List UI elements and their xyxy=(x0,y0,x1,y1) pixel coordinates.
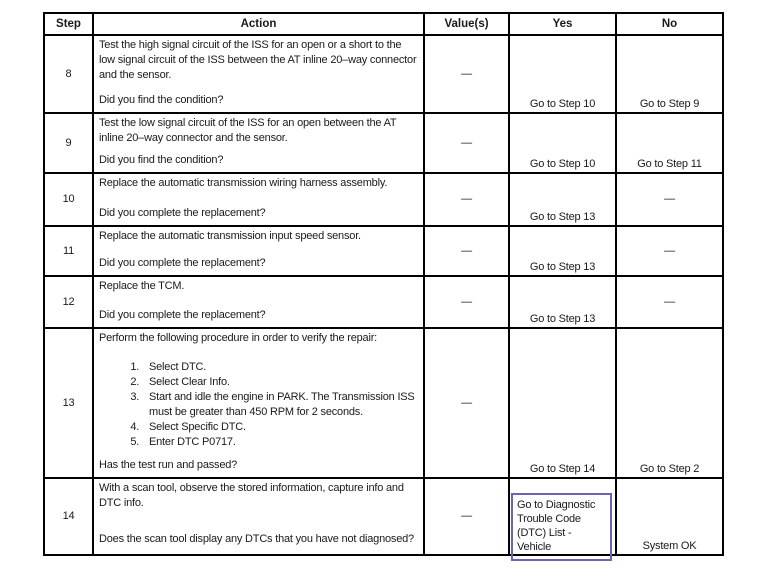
no-cell: Go to Step 9 xyxy=(616,35,723,113)
step-cell: 14 xyxy=(44,478,93,555)
procedure-item: 1. Select DTC. xyxy=(142,360,423,375)
step-cell: 8 xyxy=(44,35,93,113)
procedure-list xyxy=(94,360,423,450)
header-no: No xyxy=(616,13,723,35)
value-cell: — xyxy=(424,328,509,478)
header-yes: Yes xyxy=(509,13,616,35)
value-cell: — xyxy=(424,173,509,226)
yes-cell: Go to Step 10 xyxy=(509,35,616,113)
step-cell: 11 xyxy=(44,226,93,276)
action-question: Has the test run and passed? xyxy=(99,459,238,471)
value-cell: — xyxy=(424,478,509,555)
action-statement: With a scan tool, observe the stored information, capture info and DTC info. xyxy=(99,482,404,509)
yes-cell: Go to Step 14 xyxy=(509,328,616,478)
no-cell: Go to Step 2 xyxy=(616,328,723,478)
value-cell: — xyxy=(424,226,509,276)
table-row xyxy=(44,113,723,173)
action-cell xyxy=(93,226,424,276)
action-question: Did you complete the replacement? xyxy=(99,257,266,269)
yes-cell: Go to Step 13 xyxy=(509,226,616,276)
header-row xyxy=(44,13,723,35)
action-statement: Test the high signal circuit of the ISS for an open or a short to the low signal circuit of the ISS between the AT inline 20–way connector and the sensor. xyxy=(99,39,417,81)
action-statement: Replace the automatic transmission input speed sensor. xyxy=(99,230,361,242)
table-row xyxy=(44,173,723,226)
action-question: Did you complete the replacement? xyxy=(99,207,266,219)
yes-cell xyxy=(509,478,616,555)
step-cell: 13 xyxy=(44,328,93,478)
action-statement: Perform the following procedure in order to verify the repair: xyxy=(99,332,378,344)
header-step: Step xyxy=(44,13,93,35)
action-statement: Test the low signal circuit of the ISS for an open between the AT inline 20–way connector and the sensor. xyxy=(99,117,397,144)
procedure-item: 3. Start and idle the engine in PARK. The Transmission ISS must be greater than 450 RPM for 2 seconds. xyxy=(142,390,423,420)
action-question: Did you complete the replacement? xyxy=(99,309,266,321)
action-cell xyxy=(93,478,424,555)
action-statement: Replace the TCM. xyxy=(99,280,185,292)
diagnostic-table xyxy=(43,12,724,556)
value-cell: — xyxy=(424,35,509,113)
no-cell: System OK xyxy=(616,478,723,555)
header-values: Value(s) xyxy=(424,13,509,35)
yes-cell: Go to Step 13 xyxy=(509,276,616,328)
action-cell xyxy=(93,328,424,478)
action-cell xyxy=(93,173,424,226)
table-row xyxy=(44,276,723,328)
no-cell: Go to Step 11 xyxy=(616,113,723,173)
action-cell xyxy=(93,35,424,113)
no-cell: — xyxy=(616,276,723,328)
step-cell: 9 xyxy=(44,113,93,173)
action-question: Did you find the condition? xyxy=(99,154,224,166)
action-question: Does the scan tool display any DTCs that you have not diagnosed? xyxy=(99,533,414,545)
yes-cell: Go to Step 13 xyxy=(509,173,616,226)
action-question: Did you find the condition? xyxy=(99,94,224,106)
action-cell xyxy=(93,276,424,328)
step-cell: 12 xyxy=(44,276,93,328)
procedure-item: 2. Select Clear Info. xyxy=(142,375,423,390)
no-cell: — xyxy=(616,226,723,276)
procedure-item: 4. Select Specific DTC. xyxy=(142,420,423,435)
procedure-item: 5. Enter DTC P0717. xyxy=(142,435,423,450)
step-cell: 10 xyxy=(44,173,93,226)
action-statement: Replace the automatic transmission wiring harness assembly. xyxy=(99,177,388,189)
table-row xyxy=(44,35,723,113)
header-action: Action xyxy=(93,13,424,35)
value-cell: — xyxy=(424,276,509,328)
dtc-list-vehicle-link[interactable]: Go to Diagnostic Trouble Code (DTC) List - Vehicle xyxy=(511,493,612,561)
table-row xyxy=(44,328,723,478)
yes-cell: Go to Step 10 xyxy=(509,113,616,173)
table-row xyxy=(44,226,723,276)
no-cell: — xyxy=(616,173,723,226)
table-row xyxy=(44,478,723,555)
value-cell: — xyxy=(424,113,509,173)
action-cell xyxy=(93,113,424,173)
